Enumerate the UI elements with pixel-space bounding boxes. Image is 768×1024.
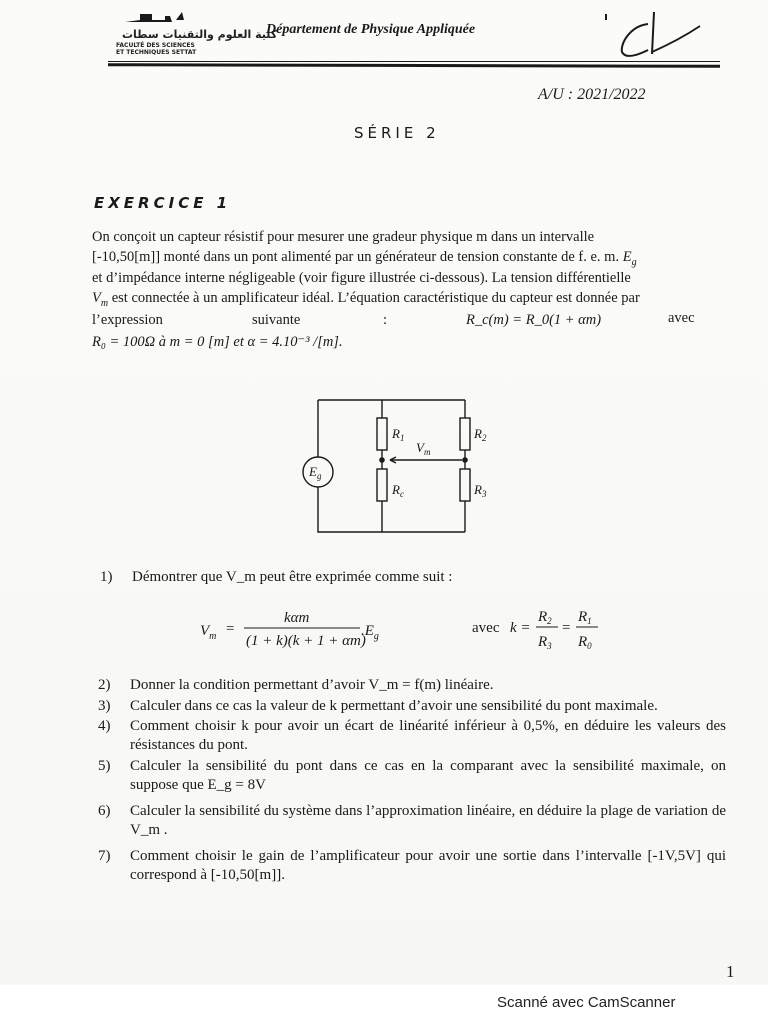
eg-label: $E_g$	[309, 464, 322, 481]
eg-symbol: $E_g$	[622, 249, 637, 268]
intro-line-5b: suivante	[252, 312, 301, 328]
r2-label: $R_2$	[474, 426, 487, 443]
r1-label: $R_1$	[392, 426, 405, 443]
question-3: 3) Calculer dans ce cas la valeur de k permettant d’avoir une sensibilité du pont maximale.	[98, 698, 658, 714]
constants-line: R₀ = 100Ω à m = 0 [m] et α = 4.10⁻³ /[m].	[92, 334, 343, 350]
academic-year: A/U : 2021/2022	[538, 86, 646, 103]
page-number: 1	[726, 962, 735, 981]
question-2: 2) Donner la condition permettant d’avoir V_m = f(m) linéaire.	[98, 677, 494, 693]
intro-line-5a: l’expression	[92, 312, 163, 328]
intro-line-5d: avec	[668, 310, 695, 326]
right-node-dot	[462, 457, 468, 463]
svg-text:=: =	[562, 620, 571, 636]
svg-text:kαm: kαm	[284, 610, 310, 626]
bridge-circuit-diagram	[290, 392, 510, 537]
exercise-heading: EXERCICE 1	[94, 194, 232, 212]
svg-text:R2: $R_2$	[538, 609, 552, 626]
series-title: SÉRIE 2	[354, 124, 440, 142]
question-6: 6) Calculer la sensibilité du système dans l’approximation linéaire, en déduire la plage de variation de V_m .	[98, 803, 726, 838]
svg-text:R0: $R_0$	[578, 634, 592, 651]
rc-label: $R_c$	[392, 482, 404, 499]
header-rule-thin	[108, 61, 720, 62]
svg-text:=: =	[226, 621, 235, 637]
left-node-dot	[379, 457, 385, 463]
svg-text:Vm: $V_m$	[200, 623, 217, 642]
r3-label: $R_3$	[474, 482, 487, 499]
question-7: 7) Comment choisir le gain de l’amplificateur pour avoir une sortie dans l’intervalle [-1V,5V] qui correspond à [-10,50[m]].	[98, 848, 726, 883]
svg-text:.Eg: $.E_g$	[361, 623, 379, 642]
intro-line-2: [-10,50[m]] monté dans un pont alimenté par un générateur de tension constante de f. e. m. $E_g$	[92, 249, 637, 268]
header-rule	[108, 63, 720, 68]
svg-text:R1: $R_1$	[578, 609, 592, 626]
question-4: 4) Comment choisir k pour avoir un écart de linéarité inférieur à 0,5%, en déduire les valeurs des résistances du pont.	[98, 718, 726, 753]
intro-line-5c: :	[383, 312, 388, 328]
vm-symbol: $V_m$	[92, 290, 109, 309]
logo-arabic-text: كلية العلوم والتقنيات سطات	[122, 28, 278, 41]
logo-french-text: FACULTÉ DES SCIENCES ET TECHNIQUES SETTAT	[116, 42, 197, 56]
intro-line-4: $V_m$ est connectée à un amplificateur idéal. L’équation caractéristique du capteur est donnée par	[92, 290, 640, 309]
svg-text:avec: avec	[472, 620, 500, 636]
camscanner-watermark: Scanné avec CamScanner	[497, 994, 676, 1011]
vm-label: $V_m$	[416, 440, 431, 457]
intro-line-1: On conçoit un capteur résistif pour mesurer une gradeur physique m dans un intervalle	[92, 229, 595, 245]
handwritten-signature	[600, 4, 710, 66]
characteristic-equation: R_c(m) = R_0(1 + αm)	[466, 312, 602, 328]
department-name: Département de Physique Appliquée	[266, 22, 476, 37]
svg-text:k =: k =	[510, 620, 531, 636]
vm-formula	[200, 605, 720, 653]
svg-text:(1 + k)(k + 1 + αm): (1 + k)(k + 1 + αm)	[246, 633, 366, 649]
intro-line-3: et d’impédance interne négligeable (voir figure illustrée ci-dessous). La tension différentielle	[92, 270, 631, 286]
svg-text:R3: $R_3$	[538, 634, 552, 651]
question-1: 1) Démontrer que V_m peut être exprimée comme suit :	[100, 569, 453, 585]
question-5: 5) Calculer la sensibilité du pont dans ce cas en la comparant avec la sensibilité maximale, on suppose que E_g = 8V	[98, 758, 726, 793]
